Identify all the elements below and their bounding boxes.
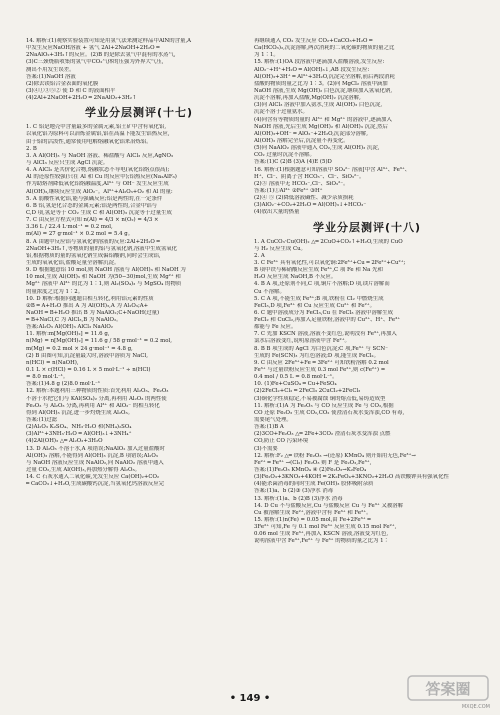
- text-line: 11. 解析:(1)A 为 Fe₂O₃ 与 CO 反应生成 Fe 与 CO₂,根据: [254, 402, 394, 409]
- text-line: 13. 解析:(1)a、b (2)B (3)净水 消毒: [254, 495, 343, 502]
- text-line: (2)3CO+Fe₂O₃ △═ 2Fe+3CO₂ 澄清石灰水变浑浊 点燃: [254, 431, 391, 438]
- text-line: 0.1 L × c(HCl) = 0.16 L × 5 mol·L⁻¹ ÷ n(HCl): [26, 367, 151, 374]
- text-line: 以氧化铝为原料可以冶炼金属铝,铝在高温下能发生铝热反应,: [26, 131, 170, 138]
- text-line: 1. C 铝是地壳中含量最多的金属元素,铝土矿中含有氧化铝,: [26, 124, 167, 131]
- text-line: 3.36 L / 22.4 L·mol⁻¹ = 0.2 mol,: [26, 224, 113, 231]
- text-line: 再继续通入 CO₂ 发生反应 CO₂+CaCO₃+H₂O ═: [254, 38, 373, 44]
- left-column: [26, 38, 252, 488]
- left-after-block: [26, 124, 252, 488]
- text-line: Mg²⁺ 溶液中 Al³⁺ 的比为 1∶1,则 Al₂(SO₄)₃ 与 MgSO₄ 的物质: [26, 281, 182, 288]
- text-line: 过量 CO₂,生成 Al(OH)₃,再加热分解得 Al₂O₃。: [26, 467, 141, 474]
- text-line: ═ B+NaCl,C 为 AlCl₃,B 为 NaAlO₂。: [26, 317, 122, 324]
- text-line: (3)不需要: [254, 445, 278, 452]
- text-line: 12. 解析:F₂ △═ 铁粉 Fe₂O₃ →(还原) KMnO₄ 则开始用无色,Fe³⁺→: [254, 452, 416, 459]
- text-line: CO₂ 过量时沉淀不溶解。: [254, 152, 315, 159]
- svg-text:答案圈: 答案圈: [425, 680, 471, 698]
- text-line: (4)放出大量的热量: [254, 209, 300, 216]
- text-line: 由于铝的活泼性,通常使用电解熔融氧化铝来冶炼铝。: [26, 138, 152, 145]
- text-line: 12. 解析:本题利用三种物质的性质:首先利用 Al₂O₃、Fe₂O₃: [26, 388, 169, 395]
- text-line: 4. A AlCl₃ 是共价化合物,熔融状态不导电(氧化铝熔点很高);: [26, 167, 170, 174]
- text-line: 9. D 根据题意铝 10 mol,则 NaOH 溶液与 Al(OH)₃ 和 NaOH 为: [26, 267, 186, 274]
- text-line: 0.4 mol / 0.5 L = 0.8 mol·L⁻¹。: [254, 374, 338, 381]
- text-line: (3)Al³⁺+3NH₃·H₂O ═ Al(OH)₃↓+3NH₄⁺: [26, 431, 132, 438]
- text-line: Al(OH)₃,继续反应生成 AlO₂⁻。Al³⁺+Al₂O₃+O₂ 和 Al 的量:: [26, 188, 173, 195]
- text-line: 的量浓度之比为 1∶2。: [26, 288, 84, 295]
- text-line: Cu 不溶解。: [254, 288, 285, 295]
- text-line: 答案:(1)4.8 g (2)8.0 mol·L⁻¹: [26, 381, 100, 388]
- text-line: 15. 解析:(1)OA 段溶液中逐滴加入盐酸溶液,发生反应:: [254, 59, 385, 66]
- text-line: 答案:(1)Fe₂O₃ KMnO₄ ④ (2)Fe₂O₃→K₂FeO₄: [254, 467, 367, 474]
- text-line: 0.06 mol 生成 Fe³⁺,再加入 KSCN 溶液,溶液变为红色,: [254, 531, 389, 538]
- text-line: ②B ═ A+H₂O 推出 A 为 Al(OH)₃,A 为 Al₂O₃;A+: [26, 302, 149, 309]
- text-line: 13. D Al₂O₃ 不溶于水,A 项错误;NaAlO₂ 加入过量盐酸时: [26, 445, 165, 452]
- text-line: ═ CaCO₃↓+H₂O,生成碳酸钙沉淀,当氢氧化钙溶液反应完: [26, 481, 165, 488]
- text-line: 3. C Fe³⁺ 具有氧化性,可以氧化铜:2Fe³⁺+Cu ═ 2Fe²⁺+Cu²⁺;: [254, 259, 406, 266]
- text-line: (3)AlO₂⁻+CO₂+2H₂O ═ Al(OH)₃↓+HCO₃⁻: [254, 202, 367, 209]
- text-line: 16. 解析:(1)根据题意可知溶液中 SO₄²⁻ 溶液[中含 Al³⁺、Fe³⁺、: [254, 166, 411, 173]
- text-line: 为 1∶1。: [254, 52, 279, 59]
- text-line: Fe³⁺ 与过量铁粉反应生成 0.3 mol Fe²⁺,则 c(Fe²⁺) =: [254, 367, 386, 374]
- text-line: (4)向含有等物质的量的 Al³⁺ 和 Mg²⁺ 的溶液中,逐滴加入: [254, 116, 392, 123]
- text-line: Ca(HCO₃)₂,沉淀溶解,两次消耗的二氧化碳的物质的量之比: [254, 45, 395, 52]
- text-line: 沉淀不溶解,再加入盐酸,Mg(OH)₂ 沉淀溶解,: [254, 95, 361, 102]
- text-line: NaOH ═ B+H₂O 推出 B 为 NaAlO₂;C+NaOH(过量): [26, 309, 160, 316]
- text-line: 3. A Al(OH)₃ 与 NaOH 溶液、稀盐酸与 AlCl₃ 反应,AgNO₃: [26, 152, 174, 159]
- text-line: (3)铜化学性质稳定,不易被腐蚀 铜的熔点低,易铸造成型: [254, 395, 386, 402]
- text-line: 10. (1)Fe+CuSO₄ ═ Cu+FeSO₄: [254, 381, 337, 388]
- text-line: (2)Al₂O₃ K₂SO₄、NH₃·H₂O 和(NH₄)₂SO₄: [26, 424, 132, 431]
- text-line: n(HCl) = n(NaOH),: [26, 359, 79, 366]
- text-line: 10. D 解析:根据问题题目相互转化,利用铝元素的性质: [26, 295, 154, 302]
- text-line: FeCl₂ 和 CuCl₂,再加入足量铁粉,溶液中的 Cu²⁺、H⁺、Fe³⁺: [254, 317, 401, 324]
- right-top-block: [254, 38, 480, 217]
- section-heading-18: 学业分层测评(十八): [312, 220, 422, 234]
- text-line: m(Mg) = 0.2 mol × 24 g·mol⁻¹ = 4.8 g,: [26, 345, 133, 352]
- text-line: (3)④①③⑤② 使 D 和 C 的液面相平: [26, 87, 116, 94]
- text-line: 14. D Cu 不与盐酸反应,Cu 与盐酸反应 Cu 与 Fe³⁺ 又被溶解: [254, 502, 403, 509]
- text-line: 生成的氧氧化铝,盐酸足量全溶解沉淀。: [26, 259, 120, 266]
- text-line: AlO₂⁻+H⁺+H₂O ═ Al(OH)₃↓,AB 段发生反应:: [254, 66, 370, 73]
- text-line: 6. B 铝,氢是化合态的金属元素;铝是两性的,合金中铝与: [26, 202, 157, 209]
- text-line: m(Al) = 27 g·mol⁻¹ × 0.2 mol = 5.4 g。: [26, 231, 134, 238]
- text-line: (2)④ ⑤ (2)降低溶液碱性、减少杂质损耗: [254, 195, 354, 202]
- right-after-block: [254, 239, 480, 546]
- text-line: (3)C三颈烧瓶收集的氢气中CO₂气体的压强为外界大气压,: [26, 59, 164, 66]
- text-line: Al(OH)₃+3H⁺ ═ Al³⁺+3H₂O,沉淀完全溶解,前后两段消耗: [254, 73, 395, 80]
- text-line: FeCl₃,D 项,Fe³⁺ 和 Cu 反应生成 Cu²⁺ 和 Fe²⁺。: [254, 302, 375, 309]
- text-line: 与 H₂ 反应生成 Cu。: [254, 245, 306, 252]
- text-line: H⁺、Cl⁻、阴离子含 HCO₃⁻、Cl⁻、SiO₃²⁻。: [254, 173, 365, 180]
- text-line: (4)能杀菌消毒的同时生成 Fe(OH)₃ 胶体吸附杂质: [254, 481, 374, 488]
- text-line: (2)除去镁铝合金表面的氧化膜: [26, 80, 99, 87]
- text-line: 与 AlCl₃ 反应只生成 AgCl 沉淀。: [26, 159, 109, 166]
- text-line: 2. B: [26, 145, 37, 152]
- text-line: 中发生反应NaOH溶液 + 氢气 2Al+2NaOH+2H₂O ═: [26, 45, 160, 52]
- text-line: Cu 被溶解生成 Fe²⁺,溶液中含有 Fe³⁺ 和 Fe²⁺。: [254, 509, 372, 516]
- text-line: Al(OH)₃ 溶解,不能得到 Al(OH)₃ 沉淀,B 项错误;Al₂O₃: [26, 452, 158, 459]
- text-line: B 项中铁与稀硝酸反应生成 Fe³⁺,C 项 Fe 和 Na 先和: [254, 267, 383, 274]
- text-line: 氯水后溶液变红,说明原溶液中含 Fe²⁺。: [254, 338, 350, 345]
- text-line: 答案:(1)过滤: [26, 417, 58, 424]
- text-line: 测出不用发生误差。: [26, 66, 75, 73]
- text-line: (2)2FeCl₂+Cl₂ ═ 2FeCl₃ 2CuCl₂+2FeCl₃: [254, 388, 361, 395]
- text-line: 14. C 石灰水通入二氧化碳,先发生反应 Ca(OH)₂+CO₂: [26, 474, 160, 481]
- section-heading-17: 学业分层测评(十七): [84, 106, 194, 120]
- text-line: 1. A CuCO₃·Cu(OH)₂ △═ 2CuO+CO₂↑+H₂O,生成的 CuO: [254, 238, 403, 245]
- text-line: 11. 解析:m[Mg(OH)₂] = 11.6 g,: [26, 331, 110, 338]
- text-line: 得到 Al(OH)₃ 沉淀,进一步灼烧生成 Al₂O₃。: [26, 409, 134, 416]
- text-line: 15. 解析:(1)n(Fe) = 0.05 mol,由 Fe+2Fe³⁺ ═: [254, 517, 371, 523]
- text-line: 答案:(1)B A: [254, 424, 284, 431]
- text-line: 盐酸的物质的量之比为 1∶3。(2)向 MgCl₂ 溶液中滴加: [254, 80, 388, 87]
- text-line: (4)2Al+2NaOH+2H₂O ═ 2NaAlO₂+3H₂↑: [26, 95, 137, 102]
- text-line: 9. C 由反应 2Fe³⁺+Fe ═ 3Fe²⁺ 可知铁粉溶解 0.2 mol: [254, 359, 389, 366]
- text-line: 生成的 Fe(SCN)₃ 为红色溶液;D 项,能生成 FeCl₂。: [254, 352, 379, 359]
- text-line: 10 mol,生成 Al(OH)₃ 和 NaOH 为(50−30)mol,生成 Mg²⁺ 和: [26, 274, 181, 281]
- text-line: C,D 项,氢是等于 CO₂ 生成 C 和 Al(OH)₃ 沉淀等于过量生成: [26, 209, 172, 216]
- text-line: 2NaAlO₂+3H₂↑的反应。(2)B 的是除去氢气中混有的水蒸气,: [26, 52, 176, 59]
- text-line: NaOH 溶液,生成 Mg(OH)₂ 白色沉淀,继续加入氢氧化钠,: [254, 87, 393, 94]
- text-line: n(Mg) = n[Mg(OH)₂] = 11.6 g / 58 g·mol⁻¹ = 0.2 mol,: [26, 338, 172, 345]
- text-line: Al 的还原性较强(只在 Al 和 Cu 的反应中);铝热反应(Na₃AlF₆): [26, 174, 177, 181]
- text-line: 答案:(1)①Al³⁺ ②Fe³⁺ ③H⁺: [254, 187, 323, 194]
- text-line: 2. A: [254, 252, 265, 259]
- watermark-url: MXQE.COM: [461, 704, 490, 710]
- text-line: (2)③ 溶液中无 HCO₃⁻,Cl⁻、SiO₃²⁻。: [254, 180, 349, 187]
- text-line: 8. B B 项生成的 AgCl 为白色沉淀;C 项,Fe³⁺ 与 SCN⁻: [254, 345, 388, 352]
- text-line: 答案:(1)C (2)B (3)A (4)E (5)D: [254, 159, 332, 166]
- text-line: Al(OH)₃ 溶解完全后,沉淀量不再变化。: [254, 137, 349, 144]
- text-line: 不溶于水把它们与 KAl(SO₄)₂ 分离,再利用 Al₂O₃ 的两性使: [26, 395, 167, 402]
- text-line: 作为助熔剂降低氧化铝熔融温度,Al³⁺ 与 OH⁻ 发生反应生成: [26, 181, 169, 188]
- right-column: [254, 38, 480, 546]
- text-line: (3)向 AlCl₃ 溶液中加入氨水,生成 Al(OH)₃ 白色沉淀,: [254, 102, 383, 109]
- text-line: H₂O 反应生成 NaOH,B 不反应。: [254, 274, 337, 281]
- text-line: 与 NaOH 溶液反应生成 NaAlO₂,向 NaAlO₂ 溶液中通入: [26, 459, 164, 466]
- text-line: 4. B A 项,还原剂不同,C 项,铜片不溶解;D 项,镁片溶解而: [254, 281, 390, 288]
- text-line: 答案:Al₂O₃ Al(OH)₃ AlCl₃ NaAlO₂: [26, 324, 113, 331]
- text-line: 7. C 先加 KSCN 溶液,溶液不变红色,说明没有 Fe³⁺,再加入: [254, 331, 397, 338]
- text-line: 答案:(1)a、b (2)③ (3)净水 消毒: [254, 488, 334, 495]
- text-line: 14. 解析:(1)观察实验装置可知是用氢气法来测定样品中AlN的含量,A: [26, 38, 192, 44]
- text-line: = 8.0 mol·L⁻¹。: [26, 374, 69, 381]
- text-line: 7. C 由反应方程式可知 n(Al) = 4/3 × n(O₂) = 4/3 ×: [26, 217, 159, 224]
- text-line: Fe₂O₃ 与 Al₂O₃ 分离,再利用 Al³⁺ 和 AlO₂⁻ 的相互转化: [26, 402, 160, 409]
- left-top-block: [26, 38, 252, 102]
- text-line: CO 还原 Fe₂O₃ 生成 CO₂,CO₂ 使澄清石灰水变浑浊,CO 有毒,: [254, 409, 405, 416]
- text-line: NaOH 溶液,先后生成 Mg(OH)₂ 和 Al(OH)₃ 沉淀,然后: [254, 123, 388, 130]
- text-line: (2) B 由图可知,沉淀量最大时,溶液中溶质为 NaCl,: [26, 352, 148, 359]
- text-line: 说明溶液中含 Fe³⁺,Fe²⁺ 与 Fe³⁺ 的物质的量之比为 1∶: [254, 538, 389, 545]
- text-line: CO,防止 CO 污染环境: [254, 438, 309, 445]
- text-line: (3)Fe₂O₃+3KNO₃+4KOH ═ 2K₂FeO₄+3KNO₂+2H₂O 高铁酸钾具有强氧化性: [254, 474, 449, 481]
- text-line: 沉淀不溶于过量氨水。: [254, 109, 308, 116]
- text-line: 都能与 Fe 反应。: [254, 324, 297, 331]
- text-line: 5. C A 项,不能生成 Fe³⁺;B 项,铁粉在 Cl₂ 中燃烧生成: [254, 295, 384, 302]
- text-line: 铝,根据物质的量的氢氧化钠生成偏铝酸钠,同时会生成铝,: [26, 252, 161, 259]
- text-line: (5)向 NaAlO₂ 溶液中通入 CO₂,生成 Al(OH)₃ 沉淀,: [254, 145, 380, 152]
- text-line: (4)2Al(OH)₃ △═ Al₂O₃+3H₂O: [26, 438, 103, 445]
- page-number: • 149 •: [229, 693, 271, 704]
- text-line: 2NaOH+3H₂↑,等物质的量的铝与氢氧化钠,溶液中生成氢氧化: [26, 245, 178, 252]
- text-line: 5. A 弱酸性氧化铝,能与强碱反应;铝是两性的,在一定条件: [26, 195, 163, 202]
- text-line: Al(OH)₃+OH⁻ ═ AlO₂⁻+2H₂O,沉淀部分溶解,: [254, 130, 368, 137]
- text-line: Fe²⁺ ═ Fe³⁺ →(Cl₂) Fe₂O₃ 则 F 是 Fe₂O₃,Fe³⁺,: [254, 459, 372, 466]
- text-line: 需要尾气处理。: [254, 417, 292, 424]
- text-line: 8. A 由题中反应铝与氢氧化钠溶液的反应:2Al+2H₂O ═: [26, 238, 160, 245]
- text-line: 6. C 题中溶液成分为 FeCl₃,Cu 在 FeCl₃ 溶液中溶解生成: [254, 309, 394, 316]
- watermark-logo-icon: [406, 674, 490, 708]
- text-line: 3Fe²⁺ 可知,Fe 与 0.1 mol Fe³⁺ 反应生成 0.15 mol Fe²⁺,: [254, 524, 397, 531]
- text-line: 答案:(1)NaOH 溶液: [26, 73, 76, 80]
